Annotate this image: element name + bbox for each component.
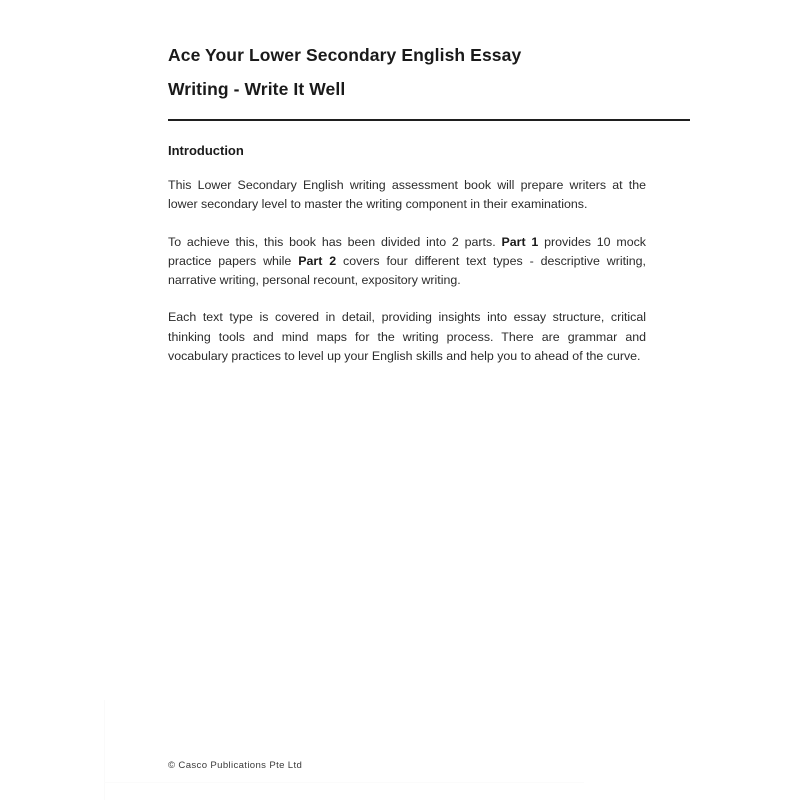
emphasis-text: Part 1 <box>501 234 539 249</box>
body-text: provides 10 mock practice papers while <box>168 234 647 268</box>
page-title <box>168 0 638 106</box>
scan-edge-left <box>104 700 105 800</box>
scan-edge-bottom <box>104 782 584 783</box>
page-title-line-2: Writing - Write It Well <box>168 79 346 99</box>
emphasis-text: Part 2 <box>298 253 337 268</box>
body-text: This Lower Secondary English writing assessment book will prepare writers at the lower secondary level to master the writing component in their examinations. <box>168 178 646 212</box>
page-title-line-1: Ace Your Lower Secondary English Essay <box>168 45 522 65</box>
paragraph-1 <box>168 176 646 215</box>
section-heading-introduction: Introduction <box>168 143 244 158</box>
page-content <box>168 0 690 366</box>
introduction-body <box>168 159 646 366</box>
body-text: covers four different text types - descriptive writing, narrative writing, personal recount, expository writing. <box>168 253 646 288</box>
paragraph-2 <box>168 233 646 291</box>
copyright-footer: © Casco Publications Pte Ltd <box>168 760 303 771</box>
body-text: To achieve this, this book has been divided into 2 parts. <box>168 234 502 249</box>
paragraph-3 <box>168 308 646 366</box>
body-text: Each text type is covered in detail, providing insights into essay structure, critical thinking tools and mind maps for the writing process. There are grammar and vocabulary practices to level up your English skills and help you to ahead of the curve. <box>168 310 646 364</box>
